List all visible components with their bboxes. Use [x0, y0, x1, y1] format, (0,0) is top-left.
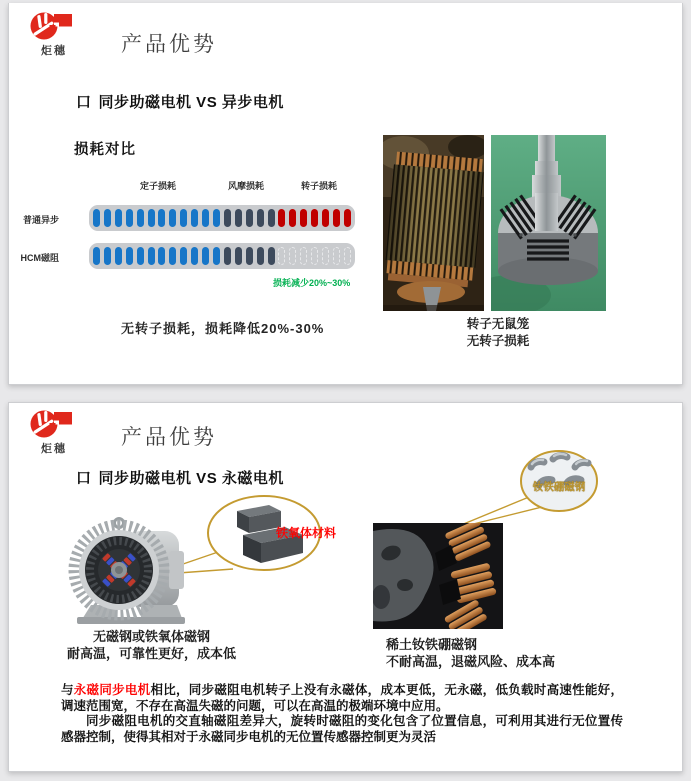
chart-pill-blue — [202, 247, 209, 265]
paragraph-1-prefix: 与 — [61, 683, 74, 697]
comparison-paragraph — [61, 683, 623, 745]
paragraph-2: 同步磁阻电机的交直轴磁阻差异大，旋转时磁阻的变化包含了位置信息，可利用其进行无位置传感器控制，使得其相对于永磁同步电机的无位置传感器控制更为灵活 — [61, 714, 623, 744]
chart-row-label-hcm: HCM磁阻 — [20, 253, 59, 263]
chart-annotation: 损耗减少20%~30% — [273, 278, 351, 288]
chart-pill-blue — [148, 209, 155, 227]
chart-pill-dark — [246, 209, 253, 227]
square-bullet: 口 — [76, 470, 92, 487]
chart-pill-blue — [202, 209, 209, 227]
paragraph-1-rest: 相比，同步磁阻电机转子上没有永磁体，成本更低，无永磁，低负载时高速性能好，调速范围宽，不存在高温失磁的问题，可以在高温的极端环境中应用。 — [61, 683, 623, 713]
page-title: 产品优势 — [121, 32, 217, 56]
chart-pill-blue — [191, 209, 198, 227]
chart-pill-blue — [180, 209, 187, 227]
chart-pill-ghost — [344, 247, 351, 265]
chart-pill-ghost — [278, 247, 285, 265]
chart-pill-dark — [268, 247, 275, 265]
chart-pill-ghost — [311, 247, 318, 265]
chart-pill-blue — [180, 247, 187, 265]
section-heading-text: 同步助磁电机 VS 永磁电机 — [98, 470, 284, 487]
section-heading — [76, 467, 284, 488]
chart-pill-blue — [213, 247, 220, 265]
chart-pill-red — [278, 209, 285, 227]
motor-illustration — [67, 513, 192, 628]
caption-left-line2: 耐高温，可靠性更好，成本低 — [66, 645, 236, 661]
chart-pill-blue — [93, 247, 100, 265]
chart-title: 损耗对比 — [74, 142, 136, 158]
chart-pill-red — [322, 209, 329, 227]
chart-pill-blue — [93, 209, 100, 227]
chart-pill-blue — [191, 247, 198, 265]
company-logo — [29, 408, 79, 456]
flame-logo-icon — [29, 10, 75, 42]
page-title: 产品优势 — [121, 425, 217, 449]
chart-pill-blue — [104, 247, 111, 265]
square-bullet: 口 — [76, 94, 92, 111]
chart-pill-red — [300, 209, 307, 227]
chart-pill-dark — [268, 209, 275, 227]
chart-pill-blue — [115, 247, 122, 265]
chart-pill-dark — [246, 247, 253, 265]
section-heading-text: 同步助磁电机 VS 异步电机 — [98, 94, 284, 111]
chart-pill-ghost — [289, 247, 296, 265]
logo-text: 炬穗 — [41, 443, 67, 455]
chart-pill-blue — [169, 247, 176, 265]
chart-pill-red — [333, 209, 340, 227]
chart-row-label-async: 普通异步 — [22, 215, 59, 225]
chart-bar-hcm — [89, 243, 355, 269]
logo-text: 炬穗 — [41, 45, 67, 57]
paragraph-1-red-term: 永磁同步电机 — [73, 683, 151, 697]
ndfeb-label: 钕铁硼磁钢 — [532, 481, 586, 493]
photo-caption-line2: 无转子损耗 — [466, 334, 530, 348]
chart-pill-blue — [169, 209, 176, 227]
photo-caption — [423, 316, 573, 350]
chart-pill-blue — [137, 209, 144, 227]
caption-right-line2: 不耐高温，退磁风险、成本高 — [386, 653, 556, 669]
photo-caption-line1: 转子无鼠笼 — [466, 317, 530, 331]
chart-pill-red — [289, 209, 296, 227]
ferrite-label: 铁氧体材料 — [276, 526, 337, 540]
chart-pill-dark — [257, 247, 264, 265]
chart-pill-dark — [224, 209, 231, 227]
paragraph-1 — [61, 683, 623, 714]
chart-pill-blue — [115, 209, 122, 227]
slide-2 — [8, 402, 683, 772]
chart-pill-red — [344, 209, 351, 227]
chart-pill-dark — [235, 209, 242, 227]
motor-caption-left — [39, 629, 264, 662]
flame-logo-icon — [29, 408, 75, 440]
company-logo — [29, 10, 79, 58]
chart-col-label-stator: 定子损耗 — [139, 181, 177, 191]
chart-pill-ghost — [300, 247, 307, 265]
rotor-photo-reluctance — [491, 135, 606, 311]
chart-col-label-windage: 风摩损耗 — [227, 181, 265, 191]
chart-pill-blue — [126, 247, 133, 265]
caption-left-line1: 无磁钢或铁氧体磁钢 — [92, 629, 210, 644]
chart-pill-ghost — [333, 247, 340, 265]
chart-pill-ghost — [322, 247, 329, 265]
chart-pill-red — [311, 209, 318, 227]
chart-pill-dark — [235, 247, 242, 265]
chart-pill-blue — [213, 209, 220, 227]
pm-motor-photo — [373, 523, 503, 629]
rotor-photo-winding — [383, 135, 484, 311]
chart-col-label-rotor: 转子损耗 — [300, 181, 338, 191]
chart-pill-blue — [104, 209, 111, 227]
caption-right-line1: 稀土钕铁硼磁钢 — [386, 637, 478, 652]
slide-1 — [8, 3, 683, 385]
loss-note: 无转子损耗，损耗降低20%-30% — [121, 321, 325, 336]
chart-pill-dark — [224, 247, 231, 265]
chart-pill-dark — [257, 209, 264, 227]
chart-pill-blue — [126, 209, 133, 227]
chart-pill-blue — [158, 247, 165, 265]
motor-caption-right — [386, 637, 555, 670]
section-heading — [76, 91, 284, 112]
chart-bar-async — [89, 205, 355, 231]
chart-pill-blue — [137, 247, 144, 265]
chart-pill-blue — [148, 247, 155, 265]
chart-pill-blue — [158, 209, 165, 227]
